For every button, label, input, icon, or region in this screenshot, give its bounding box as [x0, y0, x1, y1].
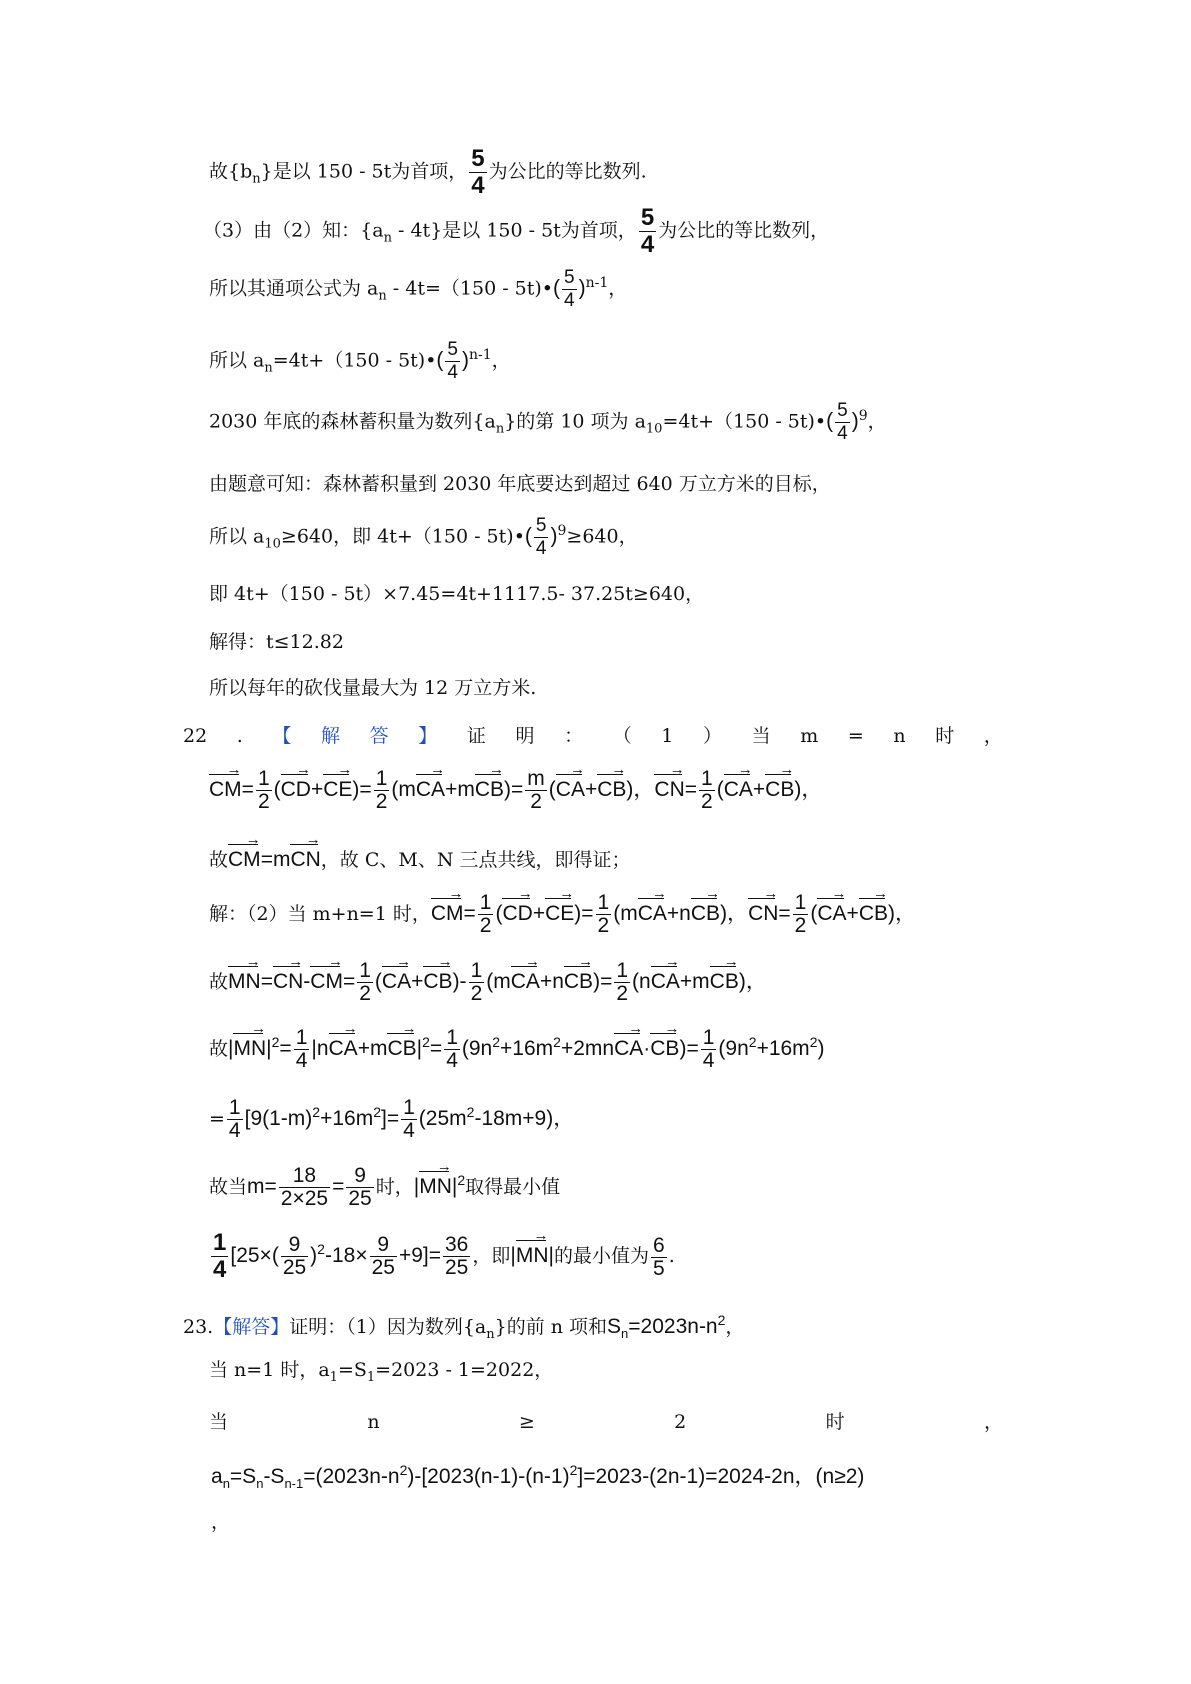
question-number: 23. — [183, 1316, 214, 1338]
q22-header — [183, 724, 1003, 748]
word: n — [893, 725, 906, 747]
word: 证 — [466, 725, 486, 747]
word: （ — [612, 725, 632, 747]
answer-tag-char: 答 — [369, 725, 389, 747]
text-line: 2030 年底的森林蓄积量为数列$\{a_n\}$的第 10 项为 $a_{10}=4t+(150$ - 5t)•( $\frac{5}{4}$ )$^9$， — [209, 400, 887, 444]
word: 1 — [661, 725, 674, 747]
fraction: $\frac{5}{4}$ — [535, 515, 547, 559]
word: n — [367, 1411, 380, 1433]
fraction: $\frac{5}{4}$ — [837, 400, 848, 444]
word: m — [800, 725, 819, 747]
formula-line: → CM= $\frac{1}{2}$ (→ CD+→ CE)= $\frac{1}{2}$ (m→ CA+m→ CB)= $\frac{m}{2}$ (→ CA+→ CB)，→ CN= $\frac{1}{2}$ (→ CA+→ CB)， — [209, 768, 822, 813]
answer-tag: 【解答】 — [213, 1316, 290, 1338]
word: 明 — [515, 725, 535, 747]
word: 当 — [751, 725, 771, 747]
text-line: 故→ CM=m→ CN，故 C、M、N 三点共线，即得证； — [209, 842, 631, 872]
spread-line — [209, 1410, 1003, 1434]
answer-tag-char: 】 — [418, 725, 438, 747]
formula-line: $a_n=S_n-S_{n-1}=(2023n-n^2)-[2023(n-1)-(n-1)^2]=2023-(2n-1)=2024-2n$，(n≥2) — [211, 1462, 865, 1492]
word: ， — [983, 1411, 1003, 1433]
text-line: 当 n=1 时，$a_1=S_1=2023 - 1=2022$， — [209, 1359, 554, 1385]
formula-line: = $\frac{1}{4}$ $[9(1-m)^2+16m^2]=$ $\frac{1}{4}$ $(25m^2-18m+9)$， — [209, 1096, 575, 1142]
text-line: 由题意可知：森林蓄积量到 2030 年底要达到超过 640 万立方米的目标， — [209, 473, 831, 495]
dot: . — [236, 725, 243, 747]
word: 时 — [825, 1411, 845, 1433]
text-line: 所以 $a_n=4t+(150$ - 5t)•( $\frac{5}{4}$ )$^{n-1}$， — [209, 339, 511, 383]
fraction: $\frac{5}{4}$ — [471, 145, 485, 199]
text-line: 所以每年的砍伐量最大为 12 万立方米. — [209, 677, 537, 699]
formula-line: $\frac{1}{4}$ [25×( $\frac{9}{25}$ )$^2$-18× $\frac{9}{25}$ +9]= $\frac{36}{25}$ ，即|→ MN|的最小值为 $\frac{6}{5}$ . — [209, 1230, 675, 1283]
formula-line: 解：（2）当 m+n=1 时，→ CM= $\frac{1}{2}$ (→ CD+→ CE)= $\frac{1}{2}$ (m→ CA+n→ CB)，→ CN= $\frac{1}{2}$ (→ CA+→ CB)， — [209, 892, 916, 937]
formula-line: 故当m= $\frac{18}{2\times 25}$ = $\frac{9}{25}$ 时，|→ $MN|^2$取得最小值 — [209, 1165, 560, 1210]
word: 2 — [674, 1411, 687, 1433]
word: 时 — [935, 725, 955, 747]
formula-line: 故|→ $MN|^2=$ $\frac{1}{4}$ $|n\to CA+m\to CB|^2=$ $\frac{1}{4}$ $(9n^2+16m^2+2mn\to CA\cdot\to CB)=$ $\frac{1}{4}$ $(9n^2+16m^2)$ — [209, 1027, 824, 1072]
text-line: 故$\{b_n\}$是以 150 - 5t为首项， $\frac{5}{4}$ 为公比的等比数列. — [209, 145, 647, 199]
text-line: ， — [211, 1511, 231, 1533]
text-line: 解得：t≤12.82 — [209, 631, 344, 653]
word: ） — [702, 725, 722, 747]
text-line: （3）由（2）知：$\{a_n - 4t\}$是以 150 - 5t为首项， $\frac{5}{4}$ 为公比的等比数列， — [203, 204, 830, 258]
word: ： — [564, 725, 584, 747]
fraction: $\frac{5}{4}$ — [640, 204, 655, 258]
word: ≥ — [518, 1411, 535, 1433]
formula-line: 故→ MN=→ CN-→ CM= $\frac{1}{2}$ (→ CA+→ CB)- $\frac{1}{2}$ (m→ CA+n→ CB)= $\frac{1}{2}$ (n→ CA+m→ CB)， — [209, 960, 767, 1005]
answer-tag: 【 — [272, 725, 292, 747]
word: ， — [983, 725, 1003, 747]
q23-header: 23.【解答】证明：（1）因为数列$\{a_n\}$的前 n 项和$S_n=2023n-n^2$， — [183, 1312, 745, 1342]
word: = — [847, 725, 864, 747]
question-number: 22 — [183, 725, 208, 747]
answer-tag-char: 解 — [321, 725, 341, 747]
text-line: 所以 $a_{10}\ge 640$，即 4t+（150 - 5t)•( $\frac{5}{4}$ )$^9$≥640， — [209, 515, 638, 559]
fraction: $\frac{5}{4}$ — [564, 267, 575, 311]
fraction: $\frac{5}{4}$ — [447, 339, 458, 383]
text-line: 所以其通项公式为 $a_n - 4t=(150$ - 5t)•( $\frac{5}{4}$ )$^{n-1}$， — [209, 267, 628, 311]
word: 当 — [209, 1411, 229, 1433]
text-line: 即 4t+（150 - 5t）×7.45=4t+1117.5- 37.25t≥640， — [209, 583, 705, 605]
